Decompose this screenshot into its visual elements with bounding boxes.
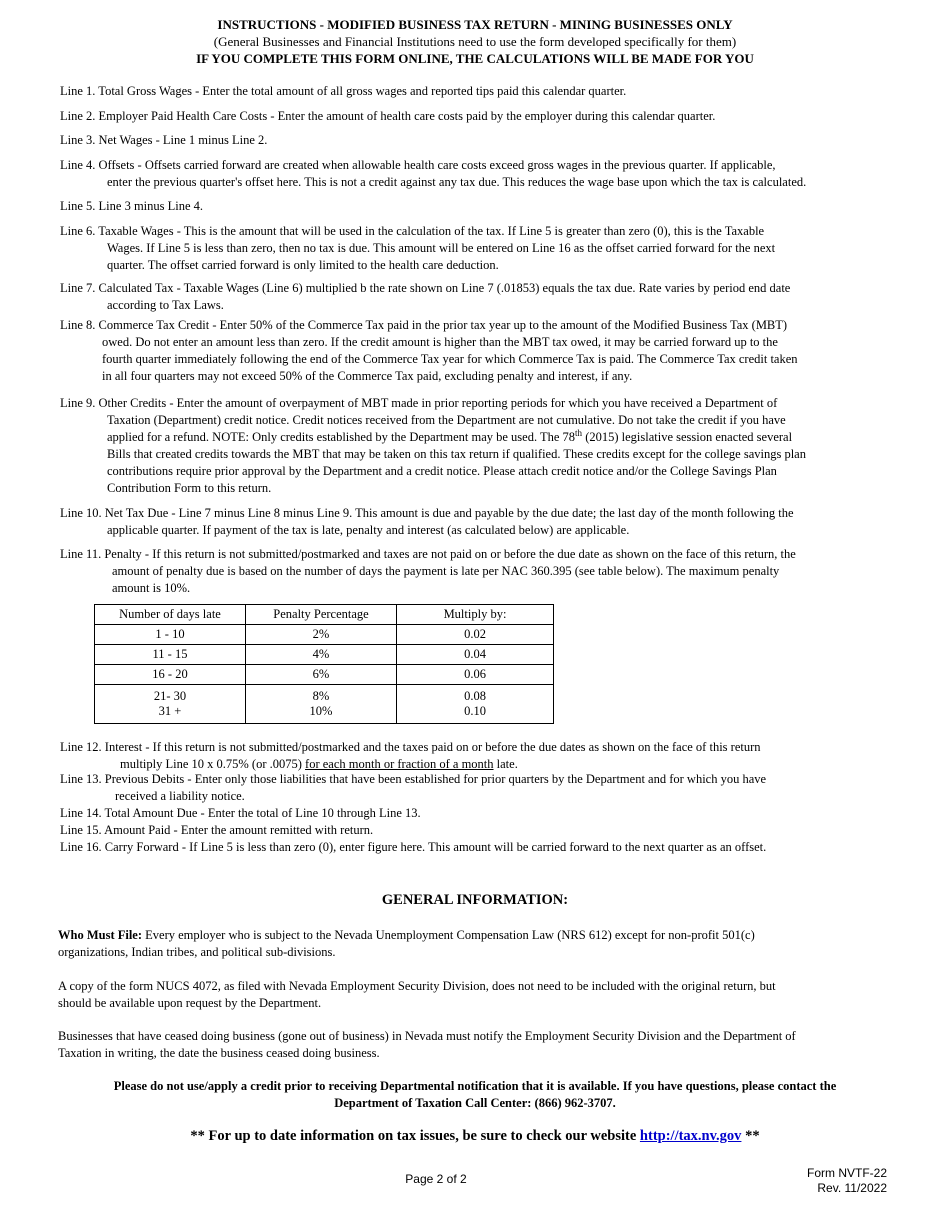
line-8-text-c: fourth quarter immediately following the end of the Commerce Tax year for which Commerce Tax is paid. The Commerce Tax credit taken: [102, 352, 798, 366]
line-13-text-b: received a liability notice.: [115, 789, 245, 803]
line-12-text-b-post: late.: [493, 757, 518, 771]
line-9: [60, 395, 890, 497]
line-15: Line 15. Amount Paid - Enter the amount remitted with return.: [60, 823, 374, 837]
header-multiply-by: Multiply by:: [397, 605, 554, 625]
website-notice: [0, 1128, 950, 1145]
days-cell: [95, 685, 246, 724]
line-8-text-b: owed. Do not enter an amount less than zero. If the credit amount is higher than the MBT tax owed, it may be carried forward up to the: [102, 335, 778, 349]
line-13-text-a: Line 13. Previous Debits - Enter only those liabilities that have been established for prior quarters by the Department and for which you have: [60, 772, 767, 786]
multiplier-008: 0.08: [464, 689, 486, 703]
line-4-text-b: enter the previous quarter's offset here. This is not a credit against any tax due. This reduces the wage base upon which the tax is calculated.: [107, 175, 807, 189]
nucs-copy-text-a: A copy of the form NUCS 4072, as filed with Nevada Employment Security Division, does not need to be included with the original return, but: [58, 979, 776, 993]
line-10-text-a: Line 10. Net Tax Due - Line 7 minus Line 8 minus Line 9. This amount is due and payable by the due date; the last day of the month following the: [60, 506, 794, 520]
percent-cell: 2%: [246, 625, 397, 645]
line-10: [60, 505, 890, 539]
table-row: [95, 665, 554, 685]
header-days-late: Number of days late: [95, 605, 246, 625]
percent-10: 10%: [309, 704, 333, 718]
header-penalty-percentage: Penalty Percentage: [246, 605, 397, 625]
line-4: [60, 157, 890, 191]
nucs-copy-paragraph: [58, 978, 888, 1012]
line-16: Line 16. Carry Forward - If Line 5 is less than zero (0), enter figure here. This amount will be carried forward to the next quarter as an offset.: [60, 840, 767, 854]
line-6-text-a: Line 6. Taxable Wages - This is the amount that will be used in the calculation of the tax. If Line 5 is greater than zero (0), this is the Taxable: [60, 224, 765, 238]
line-12: [60, 739, 890, 773]
website-link[interactable]: http://tax.nv.gov: [639, 1128, 742, 1144]
line-5: Line 5. Line 3 minus Line 4.: [60, 199, 204, 213]
days-cell: 11 - 15: [95, 645, 246, 665]
days-31-plus: 31 +: [158, 704, 182, 718]
days-cell: 16 - 20: [95, 665, 246, 685]
line-4-text-a: Line 4. Offsets - Offsets carried forward are created when allowable health care costs exceed gross wages in the previous quarter. If applicable,: [60, 158, 776, 172]
line-7-text-b: according to Tax Laws.: [107, 298, 224, 312]
penalty-table: [94, 604, 554, 724]
days-cell: 1 - 10: [95, 625, 246, 645]
multiplier-010: 0.10: [464, 704, 486, 718]
multiplier-cell: 0.06: [397, 665, 554, 685]
percent-cell: 6%: [246, 665, 397, 685]
line-14: Line 14. Total Amount Due - Enter the total of Line 10 through Line 13.: [60, 806, 421, 820]
line-7-text-a: Line 7. Calculated Tax - Taxable Wages (Line 6) multiplied b the rate shown on Line 7 (.01853) equals the tax due. Rate varies by period end date: [60, 281, 791, 295]
multiplier-cell: 0.02: [397, 625, 554, 645]
line-9-text-e: contributions require prior approval by the Department and a credit notice. Please attach credit notice and/or the College Savings Plan: [107, 464, 777, 478]
line-8: [60, 317, 890, 385]
who-must-file-text-2: organizations, Indian tribes, and political sub-divisions.: [58, 945, 336, 959]
table-row: [95, 645, 554, 665]
line-9-text-a: Line 9. Other Credits - Enter the amount of overpayment of MBT made in prior reporting periods for which you have received a Department of: [60, 396, 778, 410]
table-row: [95, 685, 554, 724]
percent-8: 8%: [312, 689, 330, 703]
line-13: [60, 771, 890, 805]
ceased-business-paragraph: [58, 1028, 888, 1062]
line-8-text-d: in all four quarters may not exceed 50% of the Commerce Tax paid, excluding penalty and interest, if any.: [102, 369, 633, 383]
line-9-text-f: Contribution Form to this return.: [107, 481, 272, 495]
line-6-text-c: quarter. The offset carried forward is only limited to the health care deduction.: [107, 258, 499, 272]
line-9-text-c-post: (2015) legislative session enacted several: [582, 430, 793, 444]
line-8-text-a: Line 8. Commerce Tax Credit - Enter 50% of the Commerce Tax paid in the prior tax year up to the amount of the Modified Business Tax (MBT): [60, 318, 788, 332]
page-number: Page 2 of 2: [405, 1172, 467, 1186]
who-must-file: [58, 927, 888, 961]
line-11-text-c: amount is 10%.: [112, 581, 191, 595]
website-suffix: **: [741, 1128, 760, 1144]
percent-cell: 4%: [246, 645, 397, 665]
line-9-text-c-pre: applied for a refund. NOTE: Only credits established by the Department may be used. The 78: [107, 430, 576, 444]
who-must-file-label: Who Must File:: [58, 928, 143, 942]
line-9-text-c: [60, 429, 890, 446]
multiplier-cell: 0.04: [397, 645, 554, 665]
line-11-text-b: amount of penalty due is based on the number of days the payment is late per NAC 360.395 (see table below). The maximum penalty: [112, 564, 780, 578]
line-9-superscript: th: [575, 428, 583, 438]
credit-notice-line-1: Please do not use/apply a credit prior to receiving Departmental notification that it is available. If you have questions, please contact the: [113, 1079, 837, 1093]
ceased-text-b: Taxation in writing, the date the business ceased doing business.: [58, 1046, 380, 1060]
ceased-text-a: Businesses that have ceased doing business (gone out of business) in Nevada must notify the Employment Security Division and the Department of: [58, 1029, 796, 1043]
percent-cell: [246, 685, 397, 724]
general-information-title: GENERAL INFORMATION:: [381, 892, 569, 908]
penalty-table-header: [95, 605, 554, 625]
credit-notice-line-2: Department of Taxation Call Center: (866) 962-3707.: [334, 1096, 616, 1110]
line-12-underlined: for each month or fraction of a month: [305, 757, 494, 771]
line-11: [60, 546, 890, 597]
line-6-text-b: Wages. If Line 5 is less than zero, then no tax is due. This amount will be entered on Line 16 as the offset carried forward for the next: [107, 241, 776, 255]
form-revision: Rev. 11/2022: [817, 1181, 887, 1195]
line-12-text-b-pre: multiply Line 10 x 0.75% (or .0075): [120, 757, 306, 771]
line-6: [60, 223, 890, 274]
multiplier-cell: [397, 685, 554, 724]
page-subtitle: (General Businesses and Financial Institutions need to use the form developed specifically for them): [213, 34, 737, 49]
website-prefix: ** For up to date information on tax issues, be sure to check our website: [190, 1128, 640, 1144]
form-number: Form NVTF-22: [806, 1166, 887, 1180]
line-11-text-a: Line 11. Penalty - If this return is not submitted/postmarked and taxes are not paid on or before the due date as shown on the face of this return, the: [60, 547, 796, 561]
line-10-text-b: applicable quarter. If payment of the tax is late, penalty and interest (as calculated below) are applicable.: [107, 523, 630, 537]
credit-notice: [60, 1078, 890, 1112]
line-12-text-a: Line 12. Interest - If this return is not submitted/postmarked and the taxes paid on or before the due dates as shown on the face of this return: [60, 740, 761, 754]
form-id: [807, 1166, 887, 1196]
table-row: [95, 625, 554, 645]
line-7: [60, 280, 890, 314]
line-1: Line 1. Total Gross Wages - Enter the total amount of all gross wages and reported tips paid this calendar quarter.: [60, 84, 627, 98]
online-note: IF YOU COMPLETE THIS FORM ONLINE, THE CALCULATIONS WILL BE MADE FOR YOU: [196, 51, 754, 66]
who-must-file-text: Every employer who is subject to the Nevada Unemployment Compensation Law (NRS 612) except for non-profit 501(c): [142, 928, 755, 942]
line-9-text-b: Taxation (Department) credit notice. Credit notices received from the Department are not cumulative. Do not take the credit if you have: [107, 413, 786, 427]
line-3: Line 3. Net Wages - Line 1 minus Line 2.: [60, 133, 268, 147]
line-2: Line 2. Employer Paid Health Care Costs - Enter the amount of health care costs paid by the employer during this calendar quarter.: [60, 109, 716, 123]
nucs-copy-text-b: should be available upon request by the Department.: [58, 996, 322, 1010]
line-9-text-d: Bills that created credits towards the MBT that may be taken on this tax return if qualified. These credits except for the college savings plan: [107, 447, 806, 461]
days-21-30: 21- 30: [153, 689, 187, 703]
page-title: INSTRUCTIONS - MODIFIED BUSINESS TAX RETURN - MINING BUSINESSES ONLY: [217, 17, 733, 32]
